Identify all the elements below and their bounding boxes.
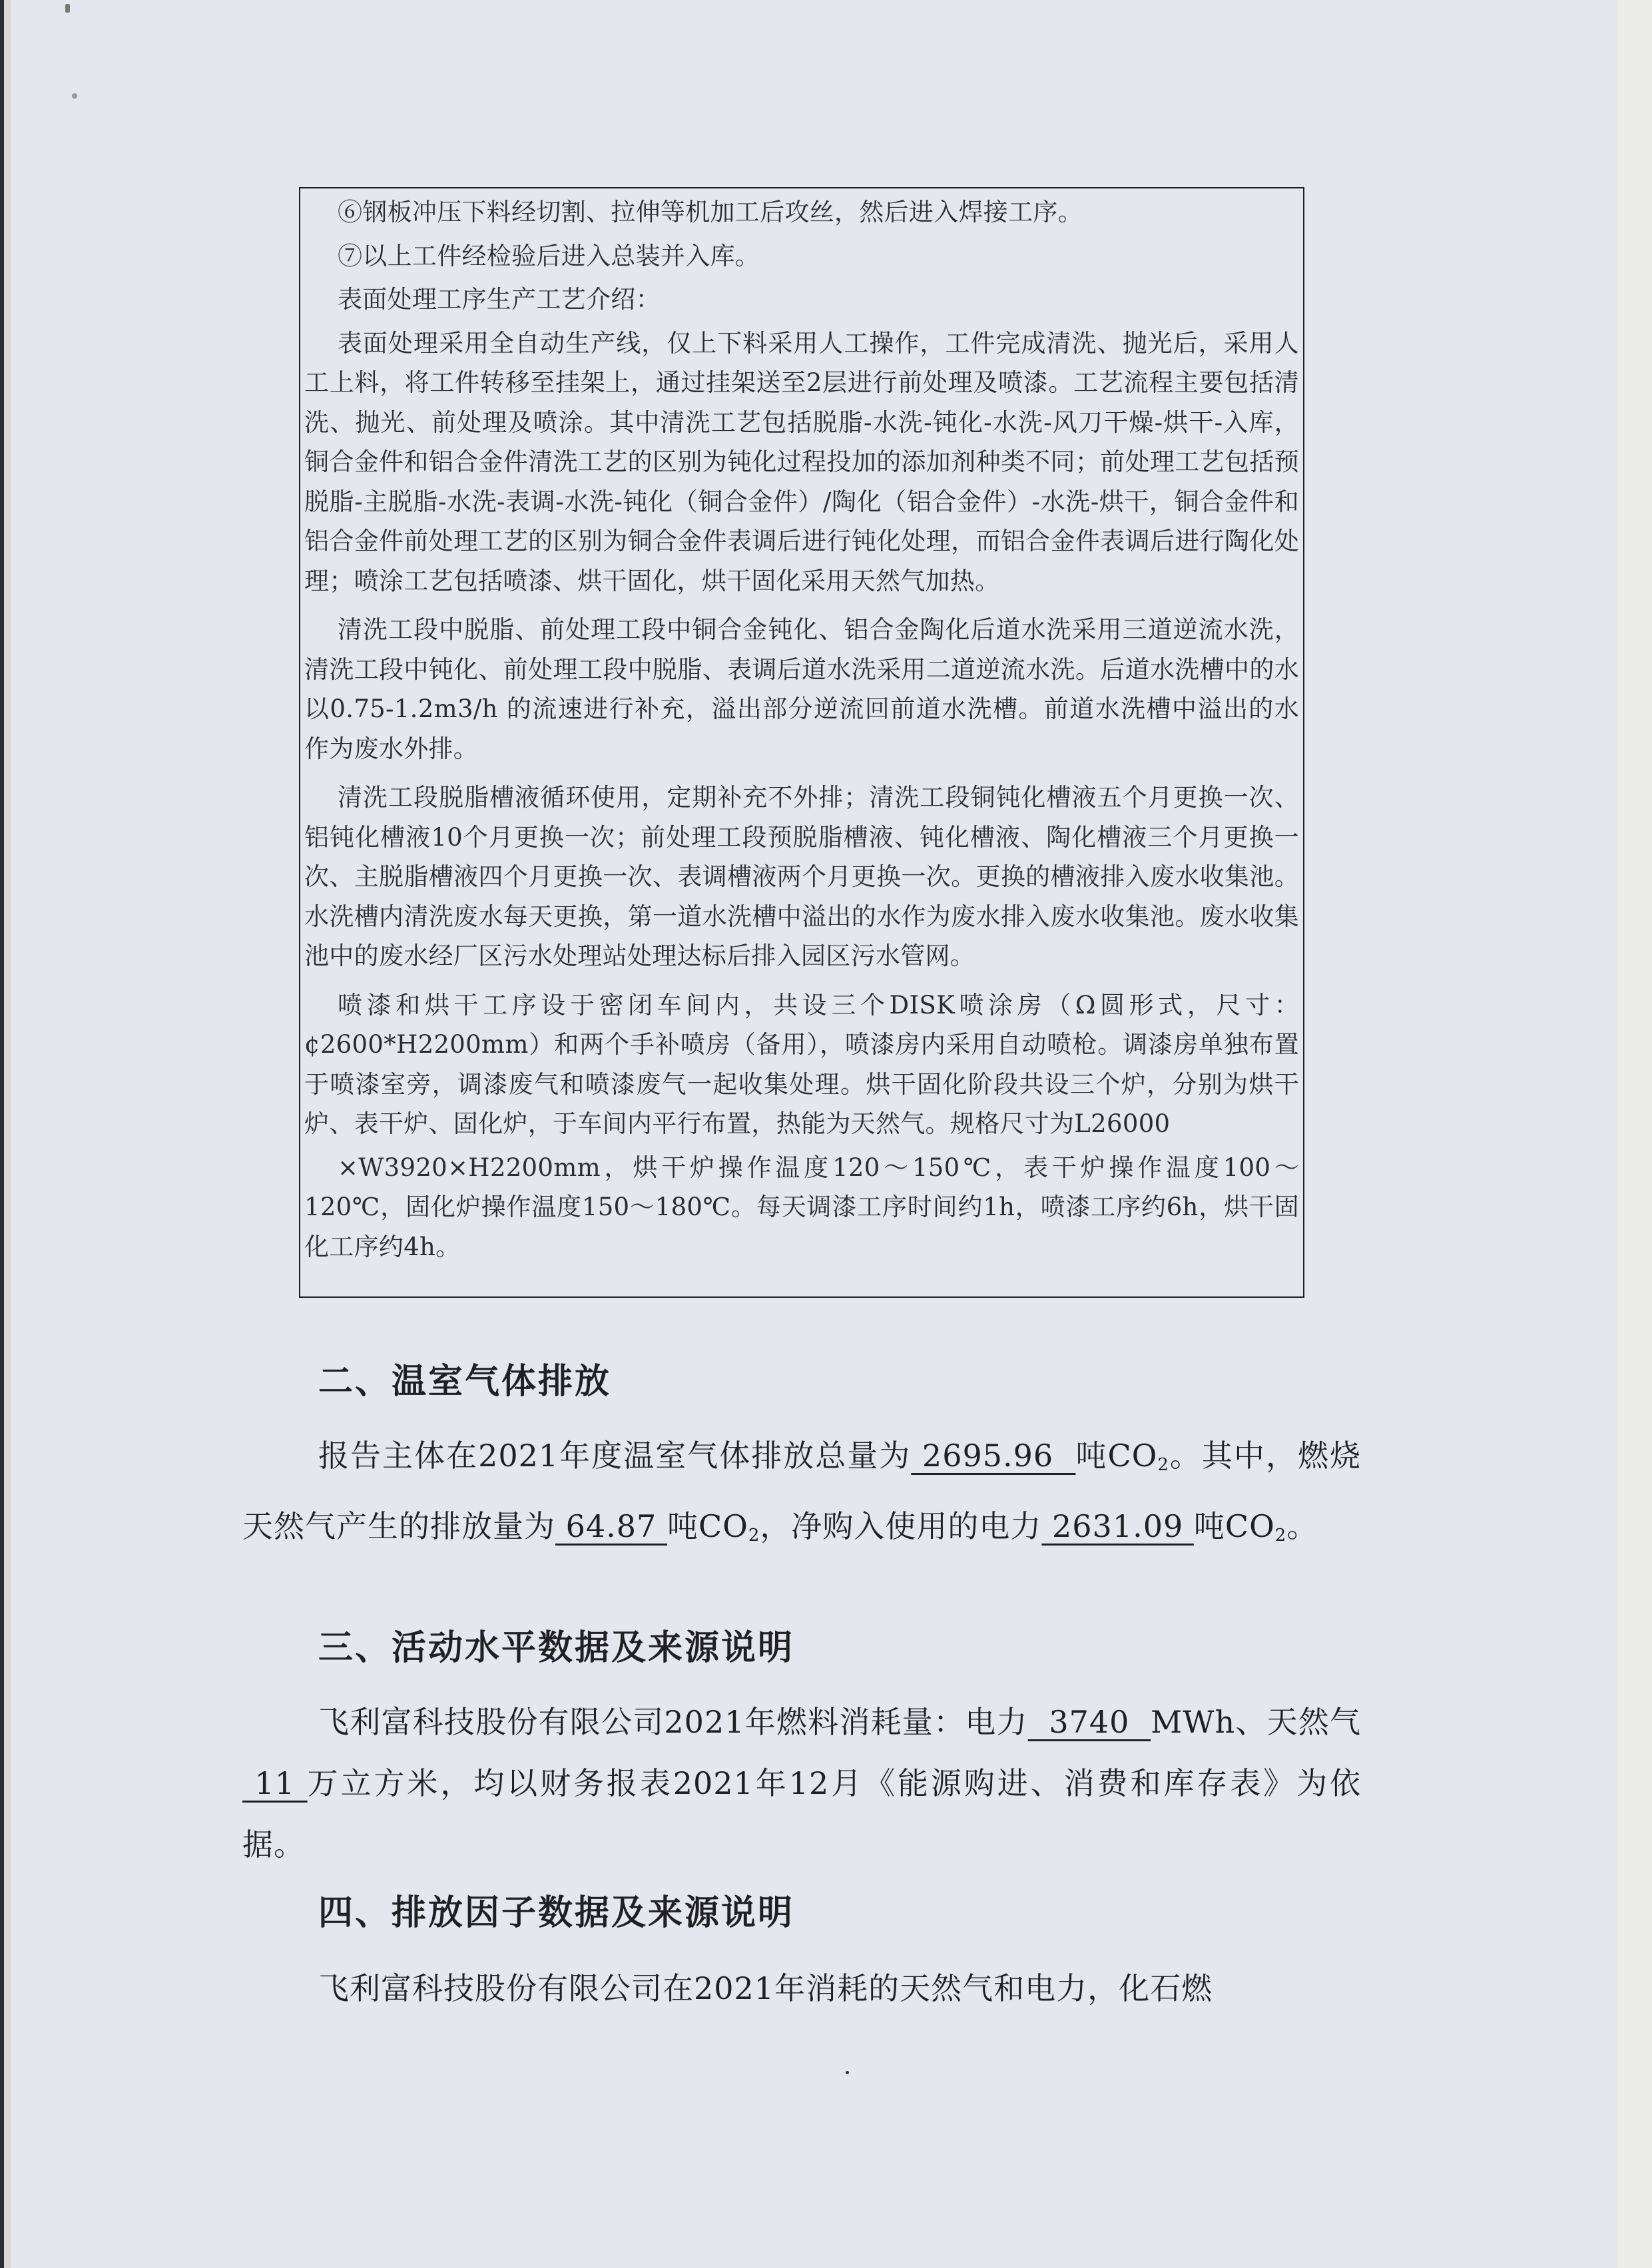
- activity-data-paragraph: [242, 1691, 1361, 1875]
- process-description-box: [299, 187, 1304, 1298]
- electricity-consumption-value: 3740: [1027, 1704, 1151, 1740]
- scan-speck: [65, 4, 70, 13]
- text: 吨CO: [667, 1508, 748, 1544]
- emission-factor-paragraph: 飞利富科技股份有限公司在2021年消耗的天然气和电力，化石燃: [318, 1970, 1213, 2006]
- box-paragraph: 表面处理工序生产工艺介绍：: [338, 285, 661, 314]
- scan-speck: [72, 93, 77, 99]
- section-heading-emission-factor: 四、排放因子数据及来源说明: [318, 1893, 795, 1933]
- co2-subscript: 2: [1157, 1455, 1169, 1475]
- scan-speck: [846, 2071, 849, 2074]
- box-paragraph: 清洗工段中脱脂、前处理工段中铜合金钝化、铝合金陶化后道水洗采用三道逆流水洗，清洗工段中钝化、前处理工段中脱脂、表调后道水洗采用二道逆流水洗。后道水洗槽中的水以0.75-1.2m3/h 的流速进行补充，溢出部分逆流回前道水洗槽。前道水洗槽中溢出的水作为废水外排。: [304, 615, 1299, 763]
- text: 飞利富科技股份有限公司2021年燃料消耗量：电力: [318, 1704, 1028, 1740]
- text: ，净购入使用的电力: [760, 1508, 1042, 1544]
- co2-subscript: 2: [1274, 1526, 1287, 1546]
- gas-emission-value: 64.87: [555, 1508, 667, 1544]
- box-paragraph: ⑦以上工件经检验后进入总装并入库。: [338, 241, 760, 270]
- section-heading-activity-data: 三、活动水平数据及来源说明: [318, 1628, 795, 1668]
- text: 。其中，燃烧天然气产生的排放量为: [242, 1438, 1361, 1544]
- scan-border-light: [4, 0, 11, 2268]
- text: 报告主体在2021年度温室气体排放总量为: [318, 1438, 912, 1474]
- gas-consumption-value: 11: [242, 1765, 308, 1801]
- text: MWh、天然气: [1151, 1704, 1361, 1740]
- page-edge: [1617, 0, 1652, 2268]
- text: 吨CO: [1193, 1508, 1275, 1544]
- ghg-emission-paragraph: [242, 1425, 1361, 1566]
- text: 万立方米，均以财务报表2021年12月《能源购进、消费和库存表》为依据。: [242, 1765, 1361, 1862]
- section-heading-ghg-emission: 二、温室气体排放: [318, 1362, 612, 1402]
- box-paragraph: ×W3920×H2200mm，烘干炉操作温度120～150℃，表干炉操作温度100～120℃，固化炉操作温度150～180℃。每天调漆工序时间约1h，喷漆工序约6h，烘干固化工序约4h。: [304, 1153, 1299, 1261]
- electricity-emission-value: 2631.09: [1041, 1508, 1194, 1544]
- box-paragraph: 清洗工段脱脂槽液循环使用，定期补充不外排；清洗工段铜钝化槽液五个月更换一次、铝钝化槽液10个月更换一次；前处理工段预脱脂槽液、钝化槽液、陶化槽液三个月更换一次、主脱脂槽液四个月更换一次、表调槽液两个月更换一次。更换的槽液排入废水收集池。水洗槽内清洗废水每天更换，第一道水洗槽中溢出的水作为废水排入废水收集池。废水收集池中的废水经厂区污水处理站处理达标后排入园区污水管网。: [304, 783, 1299, 970]
- co2-subscript: 2: [748, 1526, 760, 1546]
- box-paragraph: ⑥钢板冲压下料经切割、拉伸等机加工后攻丝，然后进入焊接工序。: [338, 198, 1083, 226]
- text: 。: [1286, 1508, 1318, 1544]
- total-emission-value: 2695.96: [911, 1438, 1076, 1474]
- text: 吨CO: [1075, 1438, 1158, 1474]
- box-paragraph: 表面处理采用全自动生产线，仅上下料采用人工操作，工件完成清洗、抛光后，采用人工上料，将工件转移至挂架上，通过挂架送至2层进行前处理及喷漆。工艺流程主要包括清洗、抛光、前处理及喷涂。其中清洗工艺包括脱脂-水洗-钝化-水洗-风刀干燥-烘干-入库，铜合金件和铝合金件清洗工艺的区别为钝化过程投加的添加剂种类不同；前处理工艺包括预脱脂-主脱脂-水洗-表调-水洗-钝化（铜合金件）/陶化（铝合金件）-水洗-烘干，铜合金件和铝合金件前处理工艺的区别为铜合金件表调后进行钝化处理，而铝合金件表调后进行陶化处理；喷涂工艺包括喷漆、烘干固化，烘干固化采用天然气加热。: [304, 328, 1299, 595]
- box-paragraph: 喷漆和烘干工序设于密闭车间内，共设三个DISK喷涂房（Ω圆形式，尺寸：¢2600*H2200mm）和两个手补喷房（备用），喷漆房内采用自动喷枪。调漆房单独布置于喷漆室旁，调漆废气和喷漆废气一起收集处理。烘干固化阶段共设三个炉，分别为烘干炉、表干炉、固化炉，于车间内平行布置，热能为天然气。规格尺寸为L26000: [304, 990, 1299, 1138]
